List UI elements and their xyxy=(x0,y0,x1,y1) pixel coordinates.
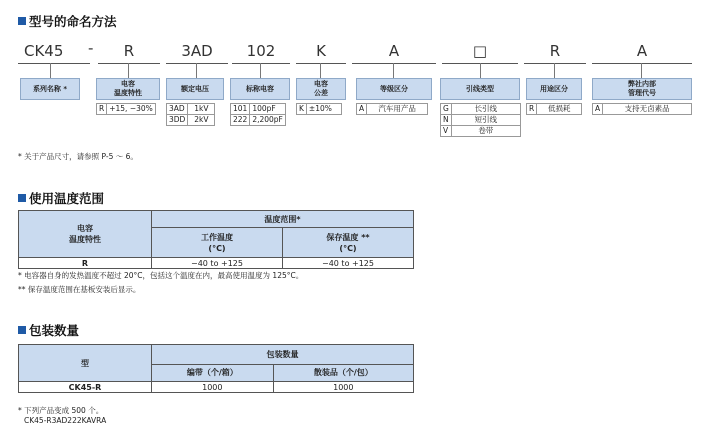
value-cell: 100pF xyxy=(250,104,286,115)
table-row xyxy=(19,382,414,393)
naming-note: * 关于产品尺寸，请参照 P-5 ～ 6。 xyxy=(18,152,138,161)
value-cell: 短引线 xyxy=(451,115,520,126)
code-seg-lead: □ xyxy=(442,38,518,64)
code-seg-tol: K xyxy=(296,38,346,64)
header-temp-range: 温度范围* xyxy=(152,211,414,228)
voltage-table xyxy=(166,103,215,126)
cell-store-temp: −40 to +125 xyxy=(283,258,414,269)
label-nominal-cap: 标称电容 xyxy=(230,78,290,100)
lead-table xyxy=(440,103,521,137)
label-series: 系列名称 * xyxy=(20,78,80,100)
packaging-title: 包装数量 xyxy=(18,321,79,339)
header-work-temp: 工作温度 (°C) xyxy=(152,228,283,258)
code-cell: G xyxy=(441,104,452,115)
label-usage: 用途区分 xyxy=(526,78,582,100)
cell-tape: 1000 xyxy=(152,382,274,393)
code-seg-series: CK45 xyxy=(18,38,90,64)
cell-char: R xyxy=(19,258,152,269)
table-row xyxy=(527,104,582,115)
label-rated-voltage: 额定电压 xyxy=(166,78,224,100)
pack-note-1: * 下列产品变成 500 个。 xyxy=(18,406,104,415)
naming-title: 型号的命名方法 xyxy=(18,12,117,30)
pack-note-2: CK45-R3AD222KAVRA xyxy=(24,416,107,425)
value-cell: 2kV xyxy=(188,115,215,126)
table-row xyxy=(231,115,286,126)
table-row xyxy=(441,126,521,137)
code-dash: - xyxy=(88,39,94,57)
temp-note-1: * 电容器自身的发热温度不超过 20°C，包括这个温度在内，最高使用温度为 125°C。 xyxy=(18,271,304,280)
tolerance-table xyxy=(296,103,342,115)
cell-bulk: 1000 xyxy=(273,382,413,393)
section-marker-icon xyxy=(18,194,26,202)
section-marker-icon xyxy=(18,326,26,334)
temp-char-table xyxy=(96,103,156,115)
cell-type: CK45-R xyxy=(19,382,152,393)
value-cell: 2,200pF xyxy=(250,115,286,126)
table-row xyxy=(357,104,428,115)
code-cell: K xyxy=(297,104,307,115)
header-pack-qty: 包装数量 xyxy=(152,345,414,365)
code-cell: N xyxy=(441,115,452,126)
table-row xyxy=(167,104,215,115)
table-row xyxy=(593,104,692,115)
connector-line xyxy=(260,63,261,78)
connector-line xyxy=(196,63,197,78)
connector-line xyxy=(128,63,129,78)
grade-table xyxy=(356,103,428,115)
header-bulk: 散装品（个/包） xyxy=(273,364,413,381)
value-cell: 长引线 xyxy=(451,104,520,115)
temp-range-title: 使用温度范围 xyxy=(18,189,104,207)
code-seg-internal: A xyxy=(592,38,692,64)
table-header-row xyxy=(19,345,414,365)
table-row xyxy=(19,258,414,269)
code-cell: 3DD xyxy=(167,115,188,126)
connector-line xyxy=(641,63,642,78)
value-cell: 低损耗 xyxy=(537,104,582,115)
connector-line xyxy=(480,63,481,78)
table-row xyxy=(231,104,286,115)
connector-line xyxy=(50,63,51,78)
header-tape: 编带（个/箱） xyxy=(152,364,274,381)
connector-line xyxy=(320,63,321,78)
code-seg-cap: 102 xyxy=(232,38,290,64)
table-row xyxy=(441,104,521,115)
code-cell: 3AD xyxy=(167,104,188,115)
code-seg-grade: A xyxy=(352,38,436,64)
packaging-table xyxy=(18,344,414,393)
table-header-row xyxy=(19,211,414,228)
cell-work-temp: −40 to +125 xyxy=(152,258,283,269)
table-row xyxy=(441,115,521,126)
usage-table xyxy=(526,103,582,115)
label-internal: 弊社内部 管理代号 xyxy=(592,78,692,100)
header-store-temp: 保存温度 ** (°C) xyxy=(283,228,414,258)
cap-table xyxy=(230,103,286,126)
code-cell: 101 xyxy=(231,104,250,115)
section-marker-icon xyxy=(18,17,26,25)
temp-range-table xyxy=(18,210,414,269)
code-cell: R xyxy=(97,104,107,115)
code-cell: A xyxy=(593,104,603,115)
label-temp-char: 电容 温度特性 xyxy=(96,78,160,100)
code-seg-usage: R xyxy=(524,38,586,64)
table-row xyxy=(97,104,156,115)
table-row xyxy=(167,115,215,126)
value-cell: 支持无卤素品 xyxy=(603,104,692,115)
header-temp-char: 电容 温度特性 xyxy=(19,211,152,258)
code-cell: A xyxy=(357,104,367,115)
code-cell: R xyxy=(527,104,537,115)
code-cell: V xyxy=(441,126,452,137)
connector-line xyxy=(554,63,555,78)
connector-line xyxy=(393,63,394,78)
code-seg-temp: R xyxy=(98,38,160,64)
code-seg-voltage: 3AD xyxy=(166,38,228,64)
table-row xyxy=(297,104,342,115)
value-cell: 卷带 xyxy=(451,126,520,137)
label-tolerance: 电容 公差 xyxy=(296,78,346,100)
value-cell: ±10% xyxy=(306,104,341,115)
code-cell: 222 xyxy=(231,115,250,126)
value-cell: 汽车用产品 xyxy=(367,104,428,115)
value-cell: 1kV xyxy=(188,104,215,115)
label-lead: 引线类型 xyxy=(440,78,520,100)
internal-table xyxy=(592,103,692,115)
temp-note-2: ** 保存温度范围在基板安装后显示。 xyxy=(18,285,141,294)
header-type: 型 xyxy=(19,345,152,382)
value-cell: +15, −30% xyxy=(107,104,156,115)
label-grade: 等级区分 xyxy=(356,78,432,100)
